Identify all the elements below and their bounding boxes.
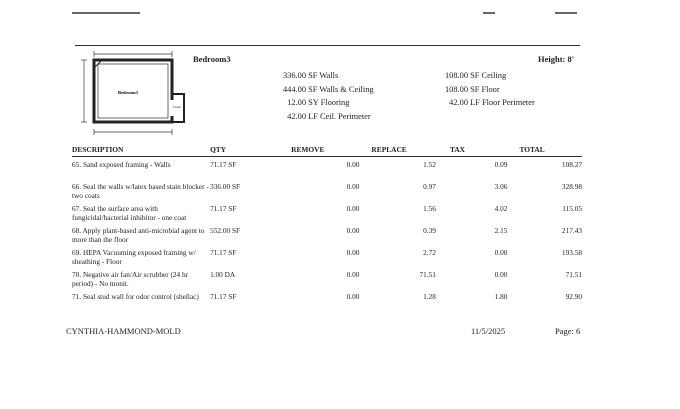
cell-description: 70. Negative air fan/Air scrubber (24 hr period) - No monit. xyxy=(72,270,189,288)
cell-replace: 0.39 xyxy=(423,226,436,235)
measurements-left xyxy=(254,69,374,123)
cell-remove: 0.00 xyxy=(346,248,360,257)
plan-room-label: Bedroom3 xyxy=(118,90,138,95)
footer-page: Page: 6 xyxy=(555,326,581,336)
cell-total: 217.43 xyxy=(561,226,582,235)
cell-remove: 0.00 xyxy=(346,160,360,169)
cell-tax: 0.00 xyxy=(494,248,508,257)
cell-tax: 0.09 xyxy=(494,160,508,169)
table-row xyxy=(72,201,582,223)
plan-closet-label: Closet xyxy=(173,105,181,109)
cell-qty: 71.17 SF xyxy=(210,292,237,301)
header-description: DESCRIPTION xyxy=(72,145,210,157)
measurements-right xyxy=(442,69,535,110)
cell-description: 65. Sand exposed framing - Walls xyxy=(72,160,171,169)
table-row xyxy=(72,267,582,289)
cell-tax: 0.00 xyxy=(494,270,508,279)
cell-qty: 71.17 SF xyxy=(210,204,237,213)
cell-total: 115.05 xyxy=(562,204,582,213)
measurement-row: 336.00 SF Walls xyxy=(282,71,339,80)
cell-tax: 3.06 xyxy=(494,182,508,191)
cell-description: 69. HEPA Vacuuming exposed framing w/ sheathing - Floor xyxy=(72,248,196,266)
cell-remove: 0.00 xyxy=(346,204,360,213)
cell-tax: 2.15 xyxy=(494,226,508,235)
cell-qty: 336.00 SF xyxy=(210,182,241,191)
cell-replace: 0.97 xyxy=(423,182,436,191)
cell-remove: 0.00 xyxy=(346,270,360,279)
cell-total: 193.58 xyxy=(561,248,582,257)
header-tax: TAX xyxy=(450,145,519,157)
table-row xyxy=(72,289,582,311)
cell-qty: 552.00 SF xyxy=(210,226,241,235)
table-row xyxy=(72,157,582,180)
cell-remove: 0.00 xyxy=(346,182,360,191)
table-row xyxy=(72,223,582,245)
cell-description: 68. Apply plant-based anti-microbial agent to more than the floor xyxy=(72,226,205,244)
cell-description: 66. Seal the walls w/latex based stain blocker - two coats xyxy=(72,182,209,200)
floor-plan-sketch xyxy=(80,50,190,138)
cell-remove: 0.00 xyxy=(346,226,360,235)
section-divider xyxy=(75,45,580,46)
footer-company: CYNTHIA-HAMMOND-MOLD xyxy=(66,326,181,336)
cell-description: 71. Seal stud wall for odor control (shellac) xyxy=(72,292,199,301)
cell-tax: 4.02 xyxy=(494,204,508,213)
measurement-row: 42.00 LF Ceil. Perimeter xyxy=(287,111,371,121)
measurement-row: 12.00 SY Flooring xyxy=(287,98,350,107)
cell-replace: 1.56 xyxy=(423,204,436,213)
header-total: TOTAL xyxy=(519,145,582,157)
cell-tax: 1.80 xyxy=(494,292,508,301)
cell-replace: 1.28 xyxy=(423,292,436,301)
cell-replace: 1.52 xyxy=(423,160,436,169)
measurement-row: 108.00 SF Ceiling xyxy=(444,71,507,80)
header-qty: QTY xyxy=(210,145,291,157)
cell-qty: 1.00 DA xyxy=(210,270,236,279)
cell-replace: 71.51 xyxy=(419,270,436,279)
cell-qty: 71.17 SF xyxy=(210,248,237,257)
cell-total: 92.90 xyxy=(565,292,582,301)
table-row xyxy=(72,245,582,267)
cell-total: 71.51 xyxy=(565,270,582,279)
measurement-row: 444.00 SF Walls & Ceiling xyxy=(282,84,374,94)
header-remove: REMOVE xyxy=(291,145,371,157)
cell-total: 108.27 xyxy=(561,160,582,169)
footer-date: 11/5/2025 xyxy=(471,326,506,336)
header-replace: REPLACE xyxy=(371,145,450,157)
cell-remove: 0.00 xyxy=(346,292,360,301)
measurement-row: 42.00 LF Floor Perimeter xyxy=(449,98,535,107)
room-title: Bedroom3 xyxy=(193,54,231,64)
cell-qty: 71.17 SF xyxy=(210,160,237,169)
cell-total: 328.98 xyxy=(561,182,582,191)
line-items-table xyxy=(72,145,582,311)
cell-replace: 2.72 xyxy=(423,248,436,257)
room-height: Height: 8' xyxy=(538,54,575,64)
table-row xyxy=(72,179,582,201)
measurement-row: 108.00 SF Floor xyxy=(444,84,500,94)
table-header-row xyxy=(72,145,582,157)
cell-description: 67. Seal the surface area with fungicidal/bacterial inhibitor - one coat xyxy=(72,204,187,222)
